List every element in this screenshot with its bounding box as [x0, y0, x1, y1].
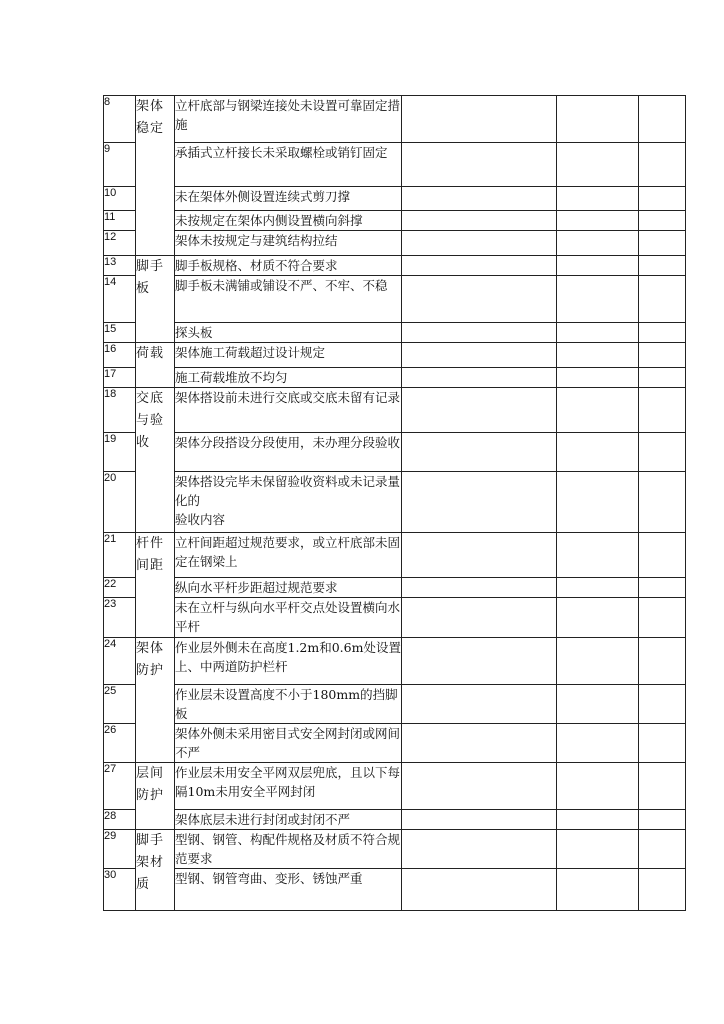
table-row [104, 578, 686, 598]
blank-cell[interactable] [402, 231, 557, 256]
blank-cell[interactable] [402, 343, 557, 368]
category-cell: 交底与验收 [136, 388, 175, 533]
blank-cell[interactable] [557, 143, 639, 187]
blank-cell[interactable] [402, 830, 557, 869]
check-item: 立杆间距超过规范要求，或立杆底部未固定在钢梁上 [175, 533, 402, 578]
blank-cell[interactable] [557, 211, 639, 231]
blank-cell[interactable] [402, 578, 557, 598]
category-cell: 荷载 [136, 343, 175, 388]
blank-cell[interactable] [639, 763, 686, 810]
inspection-table-container [103, 95, 686, 911]
blank-cell[interactable] [402, 472, 557, 533]
row-number: 9 [104, 143, 136, 187]
blank-cell[interactable] [402, 368, 557, 388]
row-number: 18 [104, 388, 136, 433]
blank-cell[interactable] [639, 231, 686, 256]
row-number: 22 [104, 578, 136, 598]
blank-cell[interactable] [557, 830, 639, 869]
blank-cell[interactable] [402, 533, 557, 578]
table-row [104, 830, 686, 869]
blank-cell[interactable] [639, 276, 686, 323]
row-number: 25 [104, 685, 136, 724]
check-item: 施工荷载堆放不均匀 [175, 368, 402, 388]
row-number: 15 [104, 323, 136, 343]
category-cell: 架体稳定 [136, 96, 175, 256]
table-row [104, 685, 686, 724]
table-row [104, 598, 686, 638]
blank-cell[interactable] [639, 598, 686, 638]
row-number: 29 [104, 830, 136, 869]
check-item: 架体搭设前未进行交底或交底未留有记录 [175, 388, 402, 433]
blank-cell[interactable] [557, 187, 639, 211]
blank-cell[interactable] [639, 810, 686, 830]
check-item: 作业层外侧未在高度1.2m和0.6m处设置上、中两道防护栏杆 [175, 638, 402, 685]
check-item-line: 架体搭设完毕未保留验收资料或未记录量化的 [175, 474, 401, 508]
blank-cell[interactable] [639, 143, 686, 187]
blank-cell[interactable] [402, 276, 557, 323]
row-number: 12 [104, 231, 136, 256]
row-number: 11 [104, 211, 136, 231]
row-number: 20 [104, 472, 136, 533]
table-row [104, 276, 686, 323]
blank-cell[interactable] [402, 187, 557, 211]
category-cell: 架体防护 [136, 638, 175, 763]
row-number: 19 [104, 433, 136, 472]
blank-cell[interactable] [402, 143, 557, 187]
inspection-checklist-table [103, 95, 686, 911]
blank-cell[interactable] [402, 256, 557, 276]
row-number: 28 [104, 810, 136, 830]
table-row [104, 388, 686, 433]
blank-cell[interactable] [639, 388, 686, 433]
table-row [104, 96, 686, 143]
row-number: 8 [104, 96, 136, 143]
check-item: 型钢、钢管弯曲、变形、锈蚀严重 [175, 869, 402, 911]
blank-cell[interactable] [557, 368, 639, 388]
table-row [104, 211, 686, 231]
blank-cell[interactable] [639, 211, 686, 231]
table-row [104, 810, 686, 830]
table-row [104, 231, 686, 256]
blank-cell[interactable] [639, 368, 686, 388]
blank-cell[interactable] [639, 685, 686, 724]
check-item: 作业层未设置高度不小于180mm的挡脚板 [175, 685, 402, 724]
category-cell: 层间防护 [136, 763, 175, 830]
check-item: 型钢、钢管、构配件规格及材质不符合规范要求 [175, 830, 402, 869]
row-number: 17 [104, 368, 136, 388]
blank-cell[interactable] [639, 343, 686, 368]
blank-cell[interactable] [639, 869, 686, 911]
check-item: 未在立杆与纵向水平杆交点处设置横向水平杆 [175, 598, 402, 638]
check-item: 架体分段搭设分段使用，未办理分段验收 [175, 433, 402, 472]
blank-cell[interactable] [402, 433, 557, 472]
check-item: 作业层未用安全平网双层兜底，且以下每隔10m未用安全平网封闭 [175, 763, 402, 810]
table-row [104, 724, 686, 763]
blank-cell[interactable] [557, 685, 639, 724]
blank-cell[interactable] [402, 763, 557, 810]
check-item: 未按规定在架体内侧设置横向斜撑 [175, 211, 402, 231]
blank-cell[interactable] [639, 323, 686, 343]
category-cell: 杆件间距 [136, 533, 175, 638]
table-row [104, 187, 686, 211]
row-number: 23 [104, 598, 136, 638]
check-item: 立杆底部与钢梁连接处未设置可靠固定措施 [175, 96, 402, 143]
table-row [104, 143, 686, 187]
check-item: 架体外侧未采用密目式安全网封闭或网间不严 [175, 724, 402, 763]
check-item: 纵向水平杆步距超过规范要求 [175, 578, 402, 598]
blank-cell[interactable] [557, 433, 639, 472]
row-number: 16 [104, 343, 136, 368]
check-item: 探头板 [175, 323, 402, 343]
blank-cell[interactable] [639, 96, 686, 143]
blank-cell[interactable] [557, 323, 639, 343]
blank-cell[interactable] [402, 388, 557, 433]
blank-cell[interactable] [557, 638, 639, 685]
table-row [104, 433, 686, 472]
blank-cell[interactable] [402, 598, 557, 638]
blank-cell[interactable] [402, 724, 557, 763]
blank-cell[interactable] [557, 472, 639, 533]
row-number: 24 [104, 638, 136, 685]
blank-cell[interactable] [402, 211, 557, 231]
check-item: 架体底层未进行封闭或封闭不严 [175, 810, 402, 830]
blank-cell[interactable] [557, 276, 639, 323]
check-item-line: 验收内容 [175, 512, 226, 527]
row-number: 10 [104, 187, 136, 211]
blank-cell[interactable] [557, 869, 639, 911]
blank-cell[interactable] [557, 598, 639, 638]
table-row [104, 256, 686, 276]
check-item: 架体未按规定与建筑结构拉结 [175, 231, 402, 256]
check-item: 脚手板规格、材质不符合要求 [175, 256, 402, 276]
blank-cell[interactable] [639, 830, 686, 869]
row-number: 21 [104, 533, 136, 578]
check-item: 承插式立杆接长未采取螺栓或销钉固定 [175, 143, 402, 187]
blank-cell[interactable] [402, 96, 557, 143]
blank-cell[interactable] [557, 231, 639, 256]
table-row [104, 472, 686, 533]
row-number: 13 [104, 256, 136, 276]
blank-cell[interactable] [639, 187, 686, 211]
table-row [104, 869, 686, 911]
blank-cell[interactable] [402, 638, 557, 685]
blank-cell[interactable] [402, 323, 557, 343]
blank-cell[interactable] [557, 256, 639, 276]
blank-cell[interactable] [557, 96, 639, 143]
blank-cell[interactable] [639, 638, 686, 685]
check-item [175, 472, 402, 533]
check-item: 脚手板未满铺或铺设不严、不牢、不稳 [175, 276, 402, 323]
blank-cell[interactable] [557, 578, 639, 598]
check-item: 架体施工荷载超过设计规定 [175, 343, 402, 368]
blank-cell[interactable] [639, 533, 686, 578]
table-row [104, 343, 686, 368]
table-row [104, 323, 686, 343]
blank-cell[interactable] [639, 724, 686, 763]
table-row [104, 638, 686, 685]
table-row [104, 533, 686, 578]
table-row [104, 763, 686, 810]
blank-cell[interactable] [557, 724, 639, 763]
blank-cell[interactable] [639, 433, 686, 472]
blank-cell[interactable] [639, 472, 686, 533]
row-number: 30 [104, 869, 136, 911]
blank-cell[interactable] [402, 685, 557, 724]
row-number: 26 [104, 724, 136, 763]
blank-cell[interactable] [557, 810, 639, 830]
table-row [104, 368, 686, 388]
blank-cell[interactable] [557, 533, 639, 578]
row-number: 14 [104, 276, 136, 323]
blank-cell[interactable] [557, 763, 639, 810]
blank-cell[interactable] [639, 256, 686, 276]
blank-cell[interactable] [557, 343, 639, 368]
category-cell: 脚手架材质 [136, 830, 175, 911]
blank-cell[interactable] [557, 388, 639, 433]
check-item: 未在架体外侧设置连续式剪刀撑 [175, 187, 402, 211]
row-number: 27 [104, 763, 136, 810]
blank-cell[interactable] [402, 869, 557, 911]
blank-cell[interactable] [639, 578, 686, 598]
category-cell: 脚手板 [136, 256, 175, 343]
blank-cell[interactable] [402, 810, 557, 830]
